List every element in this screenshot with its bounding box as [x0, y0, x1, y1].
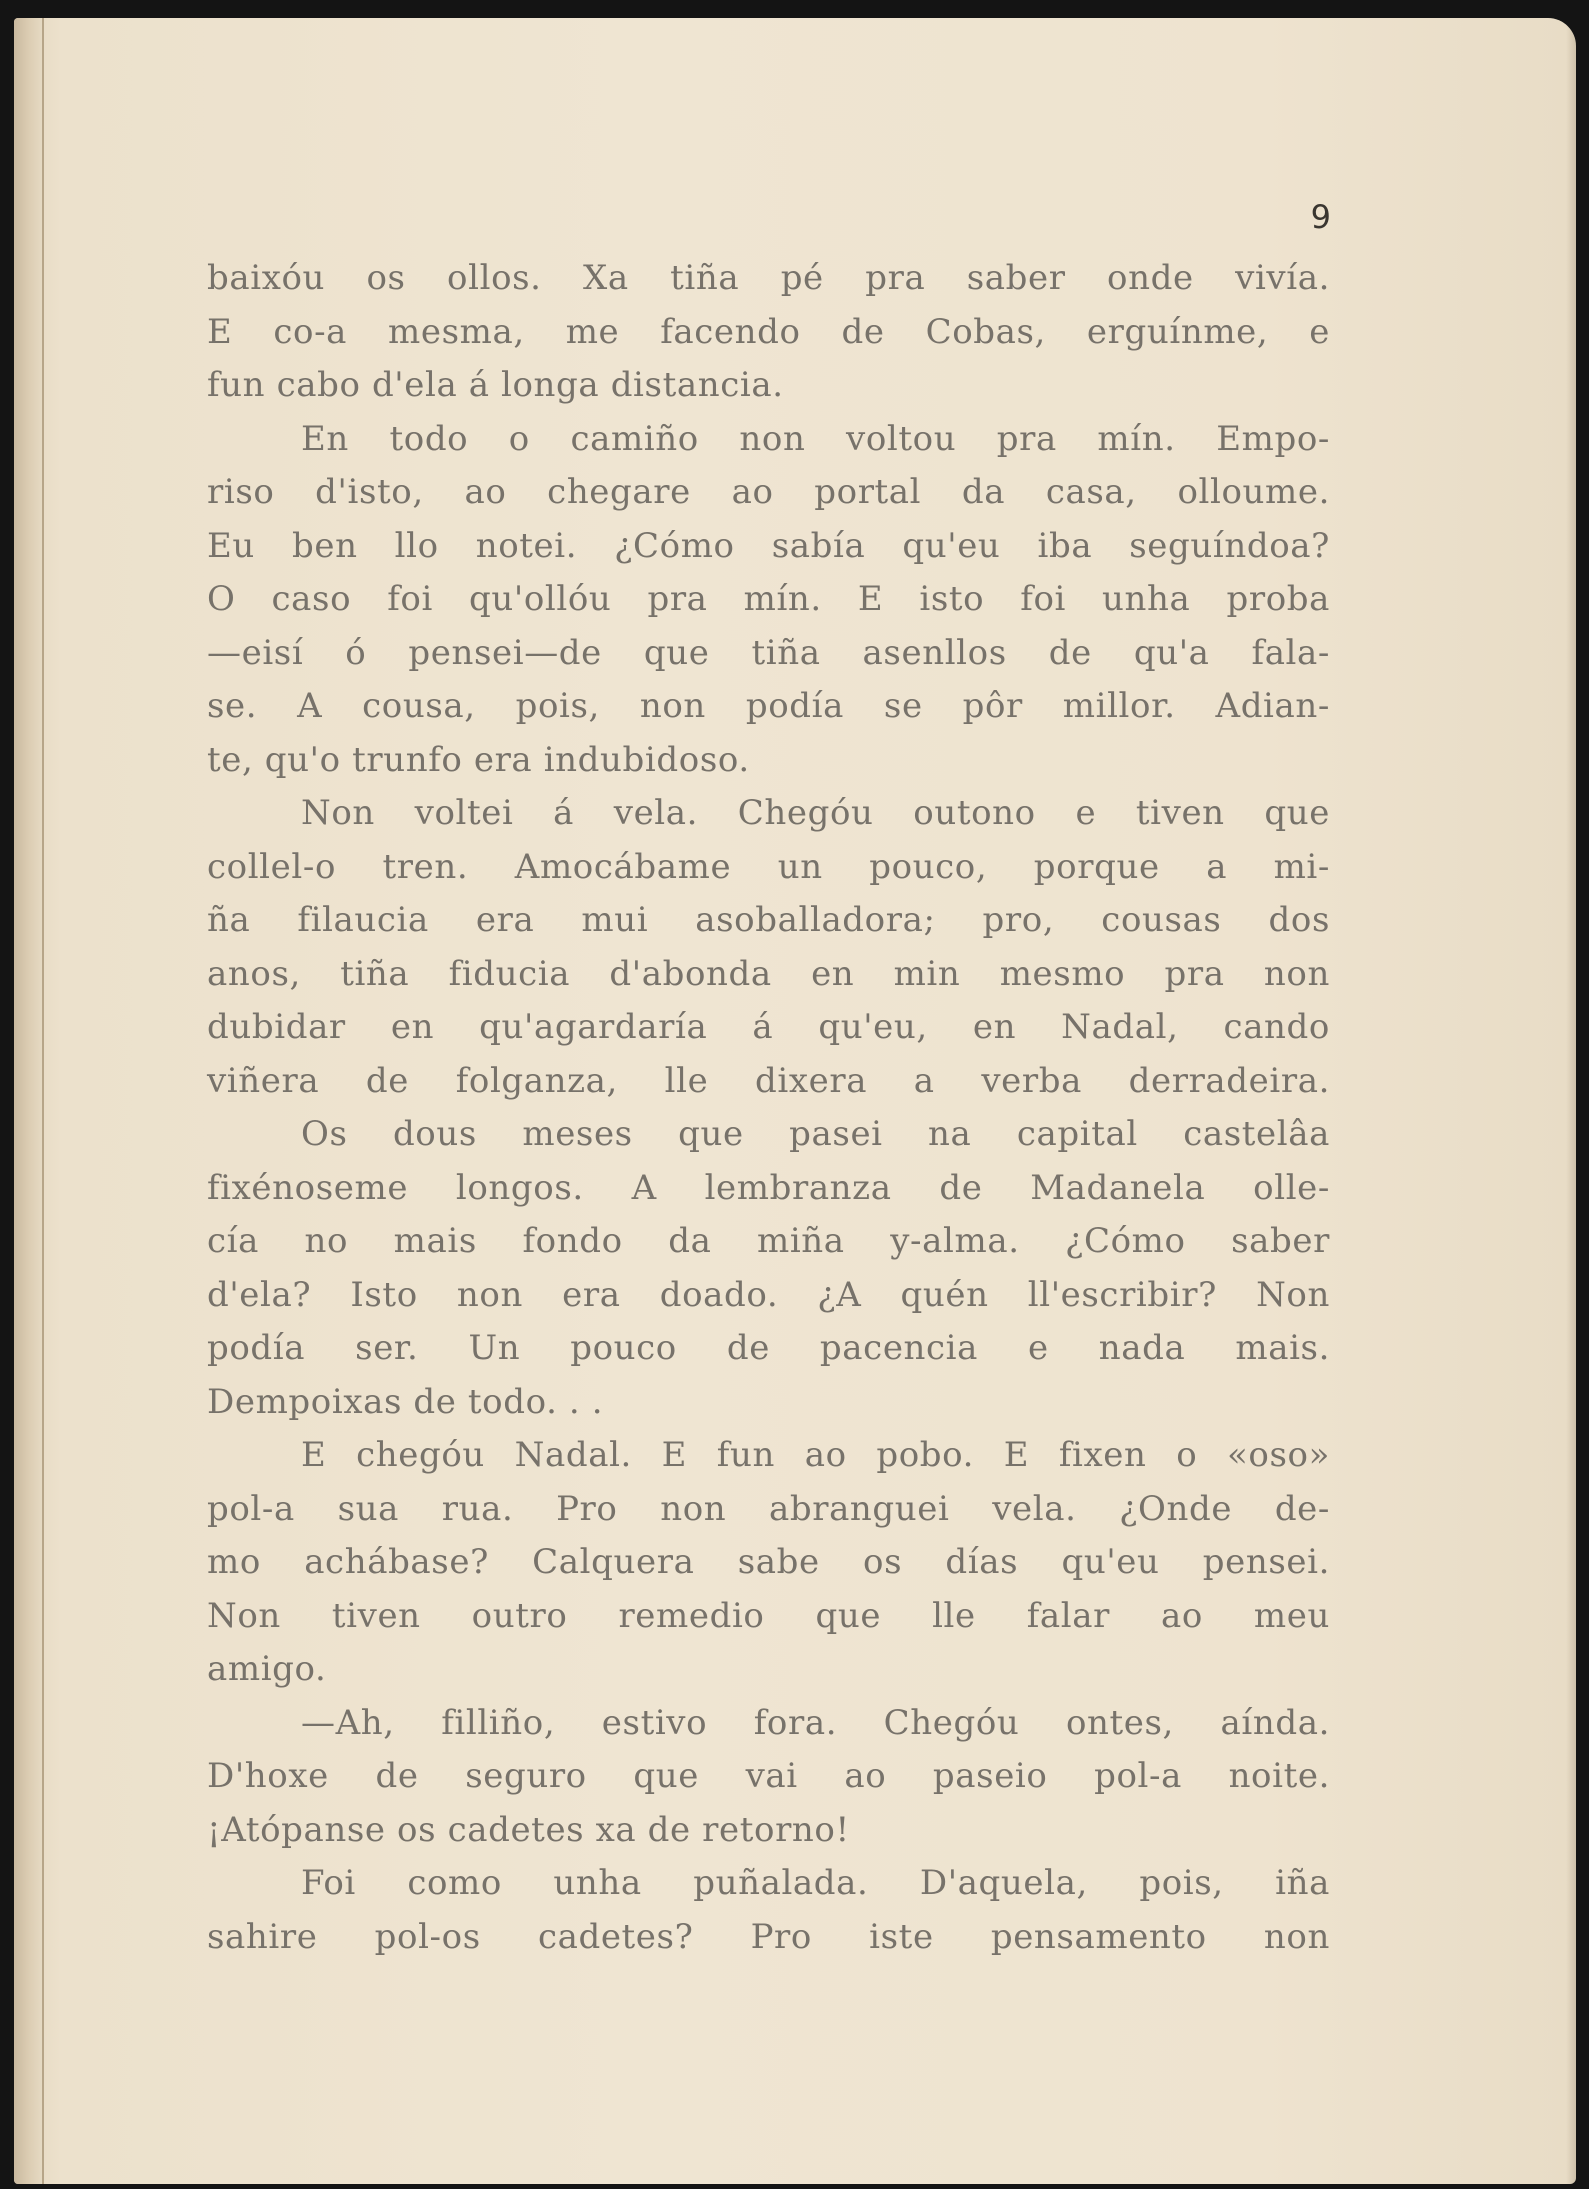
text-line: Eu ben llo notei. ¿Cómo sabía qu'eu iba seguíndoa? [207, 525, 1330, 566]
text-line: ¡Atópanse os cadetes xa de retorno! [207, 1809, 850, 1850]
text-line: podía ser. Un pouco de pacencia e nada mais. [207, 1328, 1330, 1368]
text-line: Foi como unha puñalada. D'aquela, pois, iña [301, 1863, 1330, 1903]
text-line: E co-a mesma, me facendo de Cobas, erguínme, e [207, 311, 1330, 352]
body-text [207, 252, 1330, 1964]
text-line: viñera de folganza, lle dixera a verba derradeira. [207, 1060, 1330, 1101]
text-line: E chegóu Nadal. E fun ao pobo. E fixen o «oso» [301, 1435, 1330, 1475]
text-line: collel-o tren. Amocábame un pouco, porque a mi- [207, 846, 1330, 887]
text-line: —Ah, filliño, estivo fora. Chegóu ontes, aínda. [301, 1702, 1330, 1743]
text-line: anos, tiña fiducia d'abonda en min mesmo pra non [207, 953, 1330, 994]
text-line: O caso foi qu'ollóu pra mín. E isto foi unha proba [207, 579, 1330, 619]
text-line: Non tiven outro remedio que lle falar ao meu [207, 1595, 1330, 1636]
text-line: fun cabo d'ela á longa distancia. [207, 365, 784, 405]
text-line: ña filaucia era mui asoballadora; pro, cousas dos [207, 900, 1330, 940]
text-line: dubidar en qu'agardaría á qu'eu, en Nadal, cando [207, 1007, 1330, 1047]
text-line: fixénoseme longos. A lembranza de Madanela olle- [207, 1167, 1330, 1208]
page-number: 9 [1310, 198, 1331, 236]
text-line: amigo. [207, 1649, 327, 1689]
text-line: Non voltei á vela. Chegóu outono e tiven que [301, 793, 1330, 833]
text-line: baixóu os ollos. Xa tiña pé pra saber onde vivía. [207, 258, 1330, 298]
text-line: cía no mais fondo da miña y-alma. ¿Cómo saber [207, 1221, 1330, 1261]
text-line: mo achábase? Calquera sabe os días qu'eu pensei. [207, 1542, 1330, 1582]
text-line: te, qu'o trunfo era indubidoso. [207, 739, 750, 780]
page-edge-shadow [1566, 18, 1576, 2184]
text-line: D'hoxe de seguro que vai ao paseio pol-a noite. [207, 1756, 1330, 1796]
text-line: —eisí ó pensei—de que tiña asenllos de qu'a fala- [207, 632, 1330, 673]
text-line: Os dous meses que pasei na capital castelâa [301, 1114, 1330, 1154]
text-line: se. A cousa, pois, non podía se pôr millor. Adian- [207, 686, 1330, 726]
text-line: riso d'isto, ao chegare ao portal da casa, olloume. [207, 472, 1330, 512]
book-page [14, 18, 1576, 2184]
text-line: En todo o camiño non voltou pra mín. Empo- [301, 418, 1330, 459]
text-line: d'ela? Isto non era doado. ¿A quén ll'escribir? Non [207, 1274, 1330, 1315]
text-line: sahire pol-os cadetes? Pro iste pensamento non [207, 1916, 1330, 1957]
spine-fold-line [42, 18, 44, 2184]
page-spine [14, 18, 44, 2184]
text-line: Dempoixas de todo. . . [207, 1381, 604, 1422]
text-line: pol-a sua rua. Pro non abranguei vela. ¿Onde de- [207, 1488, 1330, 1529]
